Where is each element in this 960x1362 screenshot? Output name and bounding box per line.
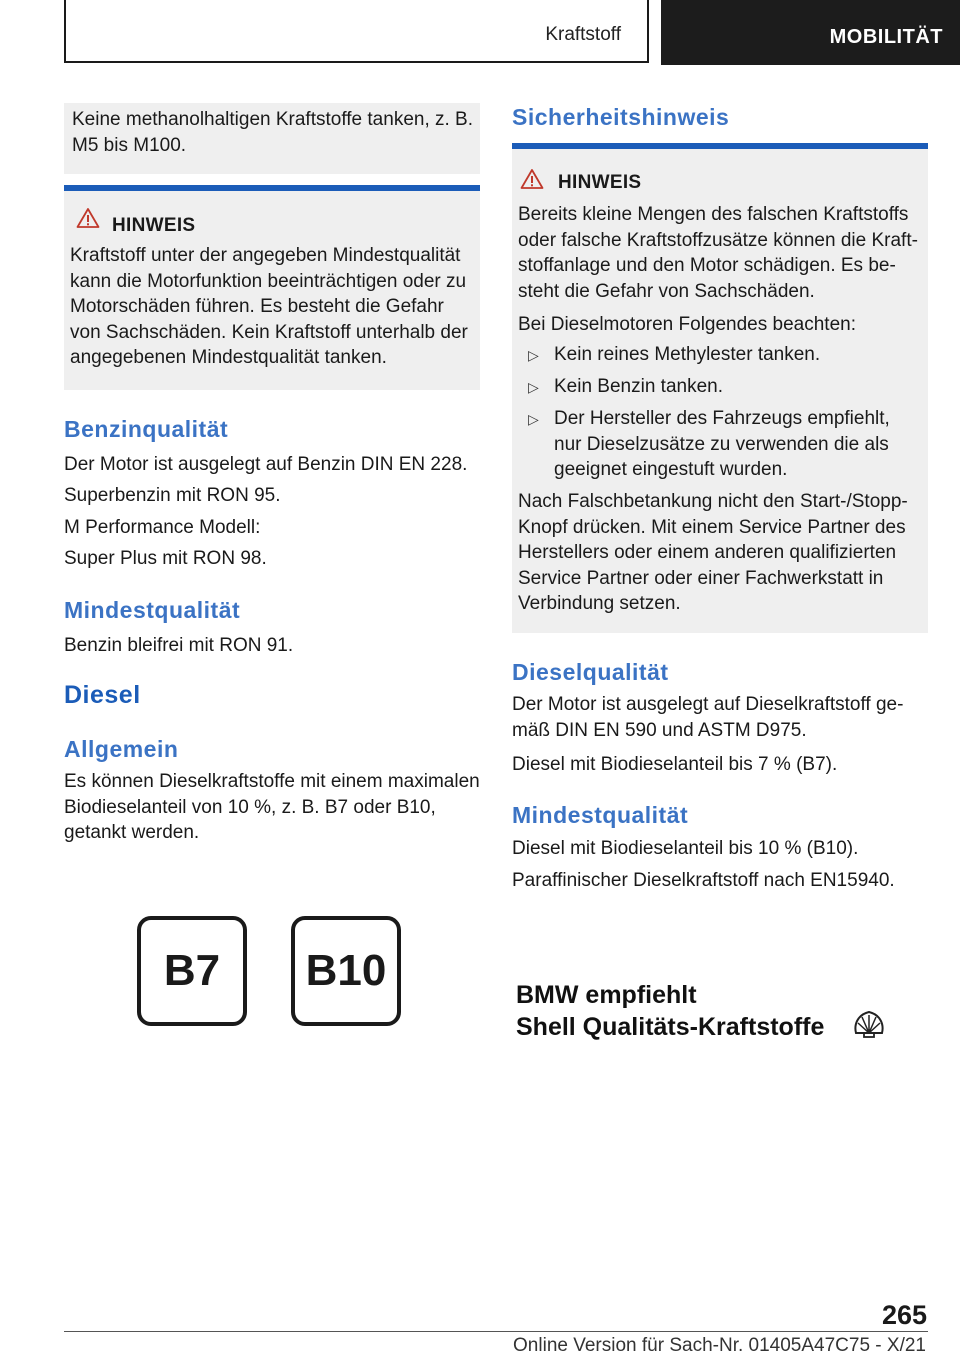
footer-divider <box>64 1331 928 1332</box>
note-bullet: Kein reines Methylester tanken. <box>554 344 821 365</box>
intro-box <box>64 103 480 174</box>
min-heading-left: Mindestqualität <box>64 597 241 623</box>
footer-text: Online Version für Sach-Nr. 01405A47C75 - X/21 <box>513 1335 926 1356</box>
min-line-right: Diesel mit Biodieselanteil bis 10 % (B10). <box>512 838 859 859</box>
note-outro: Nach Falschbetankung nicht den Start-/Stopp-Knopf drücken. Mit einem Service Partner des Herstellers oder einem anderen qualifizierten Service Partner oder einer Fachwerkstatt in Verbindung setzen. <box>518 491 908 614</box>
note-bar <box>512 143 928 149</box>
warning-triangle-icon <box>76 207 100 229</box>
shell-logo-icon <box>852 1009 886 1039</box>
diesel-quality-heading: Dieselqualität <box>512 659 669 685</box>
note-title: HINWEIS <box>558 172 642 193</box>
note-text: Kraftstoff unter der angegeben Mindestqualität kann die Motorfunktion beeinträchtigen oder zu Motorschäden führen. Es besteht die Gefahr von Sachschäden. Kein Kraftstoff unterhalb der angegebenen Mindestqualität tanken. <box>70 245 468 368</box>
benzin-line: M Performance Modell: <box>64 517 261 538</box>
warning-triangle-icon <box>520 168 544 190</box>
brand-line-1: BMW empfiehlt <box>516 981 697 1009</box>
diesel-quality-line: Der Motor ist ausgelegt auf Dieselkraftstoff gemäß DIN EN 590 und ASTM D975. <box>512 694 904 741</box>
note-intro: Bei Dieselmotoren Folgendes beachten: <box>518 314 856 335</box>
safety-heading: Sicherheitshinweis <box>512 104 730 130</box>
chapter-title: MOBILITÄT <box>829 26 943 48</box>
brand-line-2: Shell Qualitäts-Kraftstoffe <box>516 1013 825 1041</box>
intro-text: Keine methanolhaltigen Kraftstoffe tanken, z. B. M5 bis M100. <box>72 109 474 156</box>
b10-fuel-label: B10 <box>291 916 401 1026</box>
benzin-line: Der Motor ist ausgelegt auf Benzin DIN EN 228. <box>64 454 468 475</box>
section-title: Kraftstoff <box>545 24 621 45</box>
bullet-triangle-icon: ▷ <box>528 411 539 427</box>
min-heading-right: Mindestqualität <box>512 802 689 828</box>
bullet-triangle-icon: ▷ <box>528 379 539 395</box>
allgemein-text: Es können Dieselkraftstoffe mit einem maximalen Biodieselanteil von 10 %, z. B. B7 oder B10, getankt werden. <box>64 771 480 843</box>
diesel-heading: Diesel <box>64 681 141 709</box>
diesel-quality-line: Diesel mit Biodieselanteil bis 7 % (B7). <box>512 754 838 775</box>
bullet-triangle-icon: ▷ <box>528 347 539 363</box>
note-title: HINWEIS <box>112 215 196 236</box>
allgemein-heading: Allgemein <box>64 736 179 762</box>
benzin-heading: Benzinqualität <box>64 416 229 442</box>
page-number: 265 <box>881 1300 927 1330</box>
header-left-box <box>64 0 649 63</box>
benzin-line: Superbenzin mit RON 95. <box>64 485 281 506</box>
note-text: Bereits kleine Mengen des falschen Kraftstoffs oder falsche Kraftstoffzusätze können die Kraftstoffanlage und den Motor schädigen. Es besteht die Gefahr von Sachschäden. <box>518 204 918 302</box>
benzin-line: Super Plus mit RON 98. <box>64 548 267 569</box>
b7-fuel-label: B7 <box>137 916 247 1026</box>
note-bar <box>64 185 480 191</box>
min-text-left: Benzin bleifrei mit RON 91. <box>64 635 294 656</box>
note-box-right <box>512 143 928 633</box>
note-bullet: Kein Benzin tanken. <box>554 376 724 397</box>
note-bullet: Der Hersteller des Fahrzeugs empfiehlt, nur Dieselzusätze zu verwenden die als geeignet eingestuft wurden. <box>554 408 890 480</box>
note-box-left <box>64 185 480 390</box>
min-line-right: Paraffinischer Dieselkraftstoff nach EN15940. <box>512 870 895 891</box>
